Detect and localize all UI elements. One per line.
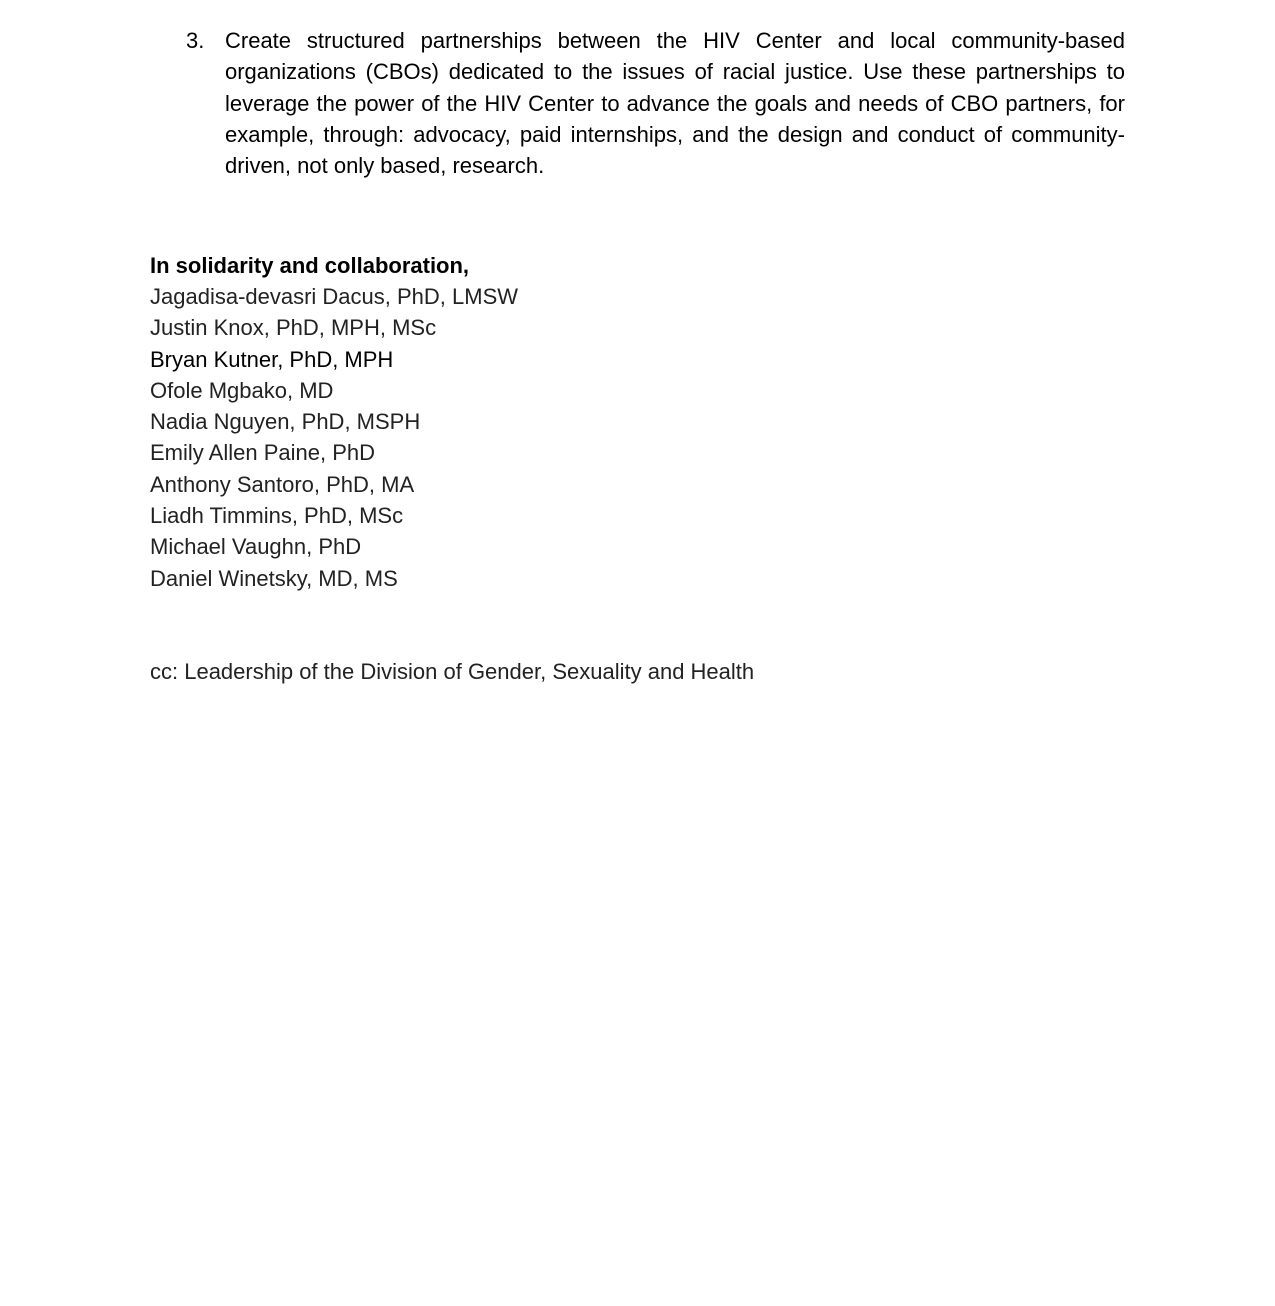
signatory: Justin Knox, PhD, MPH, MSc xyxy=(150,315,437,341)
signatory: Jagadisa-devasri Dacus, PhD, LMSW xyxy=(150,284,519,309)
signatory: Michael Vaughn, PhD xyxy=(150,534,362,560)
signatory: Ofole Mgbako, MD xyxy=(150,377,334,403)
signatory: Emily Allen Paine, PhD xyxy=(150,440,375,466)
signatory: Daniel Winetsky, MD, MS xyxy=(150,565,398,591)
signatory: Liadh Timmins, PhD, MSc xyxy=(150,503,404,529)
signatory: Anthony Santoro, PhD, MA xyxy=(150,471,415,497)
cc-line: cc: Leadership of the Division of Gender, Sexuality and Health xyxy=(150,659,755,684)
signatory: Nadia Nguyen, PhD, MSPH xyxy=(150,409,421,435)
closing-salutation: In solidarity and collaboration, xyxy=(150,253,470,278)
signatory: Bryan Kutner, PhD, MPH xyxy=(150,346,394,372)
list-number: 3. xyxy=(186,28,205,53)
recommendation-text: Create structured partnerships between the HIV Center and local community-based organizations (CBOs) dedicated to the issues of racial justice. Use these partnerships to leverage the power of the HIV Center to advance the goals and needs of CBO partners, for example, through: advocacy, paid internships, and the design and conduct of community-driven, not only based, research. xyxy=(225,28,1125,179)
signatory-list xyxy=(150,281,518,594)
